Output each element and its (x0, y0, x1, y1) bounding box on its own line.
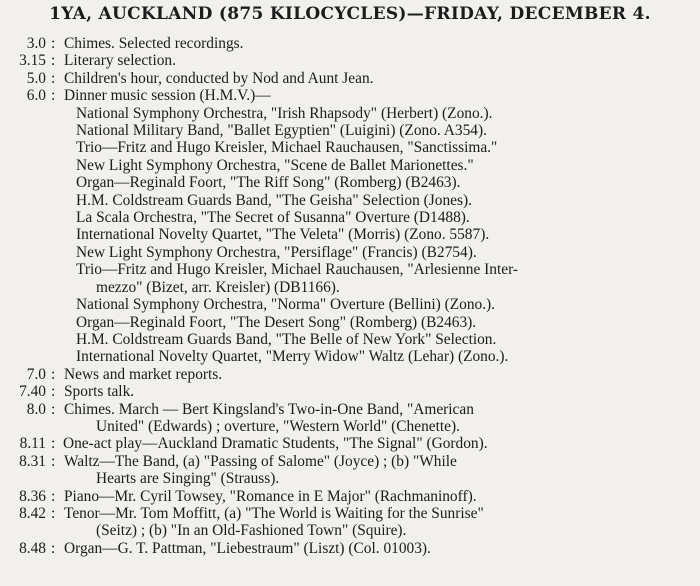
entry-colon: : (51, 539, 56, 557)
program-entry (16, 70, 696, 87)
entry-time: 7.0 (26, 365, 46, 383)
entry-colon: : (51, 487, 56, 505)
entry-colon: : (51, 69, 56, 87)
entry-time: 8.31 (19, 452, 46, 470)
program-entry (16, 488, 696, 505)
dinner-item-continuation: mezzo" (Bizet, arr. Kreisler) (DB1166). (96, 278, 340, 296)
dinner-item: New Light Symphony Orchestra, "Scene de Ballet Marionettes." (76, 156, 474, 174)
program-entry (16, 87, 696, 104)
dinner-item: H.M. Coldstream Guards Band, "The Geisha" Selection (Jones). (76, 191, 472, 209)
dinner-item: International Novelty Quartet, "Merry Widow" Waltz (Lehar) (Zono.). (76, 348, 509, 366)
entry-time: 8.11 (19, 435, 46, 453)
entry-text: Literary selection. (64, 52, 176, 70)
dinner-item: La Scala Orchestra, "The Secret of Susanna" Overture (D1488). (76, 209, 470, 227)
entry-continuation: (Seitz) ; (b) "In an Old-Fashioned Town" (Squire). (96, 522, 407, 540)
dinner-item: Trio—Fritz and Hugo Kreisler, Michael Rauchausen, "Arlesienne Inter- (76, 261, 519, 279)
entry-time: 3.15 (19, 52, 46, 70)
program-entry (16, 52, 696, 69)
entry-colon: : (51, 383, 56, 401)
program-entry (16, 366, 696, 383)
entry-colon: : (51, 87, 56, 105)
entry-time: 8.42 (19, 504, 46, 522)
dinner-item: National Symphony Orchestra, "Norma" Overture (Bellini) (Zono.). (76, 296, 496, 314)
program-entry (16, 540, 696, 557)
entry-colon: : (51, 400, 56, 418)
entry-text: Waltz—The Band, (a) "Passing of Salome" (Joyce) ; (b) "While (64, 452, 457, 470)
dinner-item: New Light Symphony Orchestra, "Persiflage" (Francis) (B2754). (76, 243, 477, 261)
entry-colon: : (51, 35, 56, 52)
program-entry (16, 435, 696, 452)
dinner-item: National Symphony Orchestra, "Irish Rhapsody" (Herbert) (Zono.). (76, 104, 493, 122)
dinner-item: National Military Band, "Ballet Egyptien" (Luigini) (Zono. A354). (76, 122, 487, 140)
entry-text: Piano—Mr. Cyril Towsey, "Romance in E Major" (Rachmaninoff). (64, 487, 477, 505)
program-entry (16, 35, 696, 52)
entry-continuation: Hearts are Singing" (Strauss). (96, 470, 280, 488)
entry-text: Organ—G. T. Pattman, "Liebestraum" (Liszt) (Col. 01003). (64, 539, 431, 557)
entry-colon: : (51, 365, 56, 383)
dinner-item: Organ—Reginald Foort, "The Riff Song" (Romberg) (B2463). (76, 174, 461, 192)
dinner-item: Organ—Reginald Foort, "The Desert Song" (Romberg) (B2463). (76, 313, 477, 331)
program-entry (16, 505, 696, 522)
entry-text: Tenor—Mr. Tom Moffitt, (a) "The World is Waiting for the Sunrise" (64, 504, 484, 522)
dinner-item: Trio—Fritz and Hugo Kreisler, Michael Rauchausen, "Sanctissima." (76, 139, 498, 157)
entry-text: Dinner music session (H.M.V.)— (64, 87, 271, 105)
entry-text: Chimes. March — Bert Kingsland's Two-in-One Band, "American (64, 400, 474, 418)
entry-colon: : (51, 52, 56, 70)
entry-time: 7.40 (19, 383, 46, 401)
entry-colon: : (51, 452, 56, 470)
entry-text: Chimes. Selected recordings. (64, 35, 244, 52)
program-entry (16, 453, 696, 470)
program-listing (16, 35, 696, 557)
entry-colon: : (51, 435, 56, 453)
entry-text: Children's hour, conducted by Nod and Aunt Jean. (64, 69, 374, 87)
entry-time: 6.0 (26, 87, 46, 105)
entry-time: 8.48 (19, 539, 46, 557)
entry-text: Sports talk. (64, 383, 135, 401)
entry-time: 8.0 (26, 400, 46, 418)
dinner-item: H.M. Coldstream Guards Band, "The Belle of New York" Selection. (76, 330, 497, 348)
program-entry (16, 401, 696, 418)
entry-time: 8.36 (19, 487, 46, 505)
dinner-item: International Novelty Quartet, "The Veleta" (Morris) (Zono. 5587). (76, 226, 490, 244)
page-title: 1YA, AUCKLAND (875 KILOCYCLES)—FRIDAY, DECEMBER 4. (49, 4, 651, 24)
entry-text: One-act play—Auckland Dramatic Students, "The Signal" (Gordon). (63, 435, 488, 453)
entry-continuation: United" (Edwards) ; overture, "Western World" (Chenette). (96, 417, 460, 435)
entry-text: News and market reports. (64, 365, 223, 383)
entry-time: 3.0 (26, 35, 46, 52)
entry-colon: : (51, 504, 56, 522)
program-entry (16, 383, 696, 400)
entry-time: 5.0 (26, 69, 46, 87)
